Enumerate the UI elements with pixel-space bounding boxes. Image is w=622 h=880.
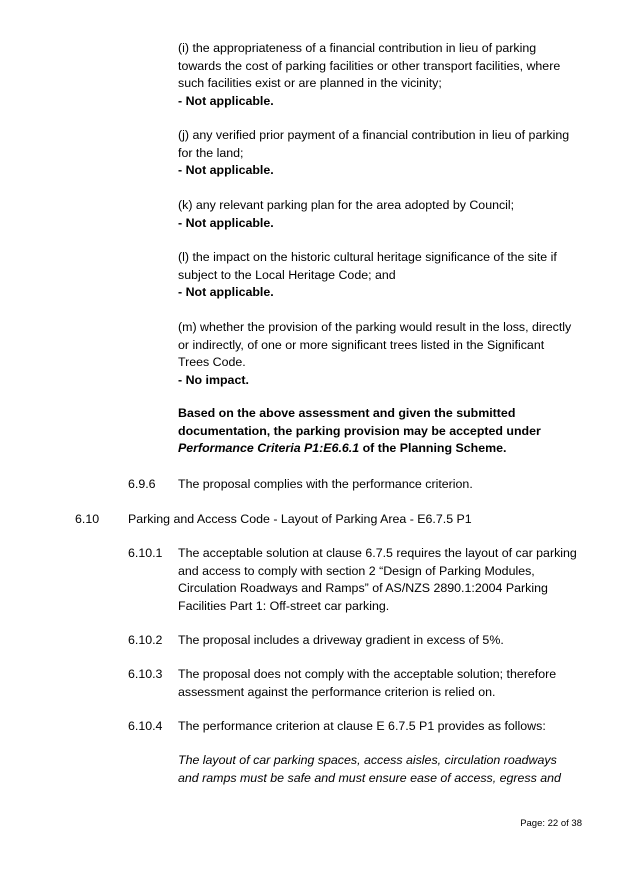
section-text-6-10-2: The proposal includes a driveway gradient in excess of 5%. — [178, 633, 504, 647]
criterion-text: (l) the impact on the historic cultural heritage significance of the site if subject to the Local Heritage Code; and — [178, 250, 557, 282]
criterion-result: - Not applicable. — [178, 93, 274, 108]
criterion-text: (i) the appropriateness of a financial contribution in lieu of parking towards the cost of parking facilities or other transport facilities, where such facilities exist or are planned in the vicinity; — [178, 41, 561, 90]
section-number-6-10: 6.10 — [75, 512, 100, 526]
section-number-6-10-2: 6.10.2 — [128, 633, 163, 647]
section-text-6-9-6: The proposal complies with the performance criterion. — [178, 477, 473, 491]
criterion-item-m — [178, 319, 578, 389]
section-number-6-10-1: 6.10.1 — [128, 546, 163, 560]
criterion-item-l — [178, 249, 578, 302]
section-text-6-10-1: The acceptable solution at clause 6.7.5 requires the layout of car parking and access to comply with section 2 “Design of Parking Modules, Circulation Roadways and Ramps” of AS/NZS 2890.1:2004 Parking Facilities Part 1: Off-street car parking. — [178, 546, 577, 613]
performance-criterion-quote: The layout of car parking spaces, access aisles, circulation roadways and ramps must be safe and must ensure ease of access, egress and — [178, 753, 561, 785]
conclusion-text-end: of the Planning Scheme. — [359, 441, 507, 455]
criterion-result: - Not applicable. — [178, 163, 274, 177]
section-number-6-9-6: 6.9.6 — [128, 477, 156, 491]
criterion-result: - Not applicable. — [178, 215, 274, 230]
section-number-6-10-4: 6.10.4 — [128, 719, 163, 733]
criterion-item-k — [178, 197, 578, 232]
section-text-6-10-3: The proposal does not comply with the acceptable solution; therefore assessment against the performance criterion is relied on. — [178, 667, 557, 699]
criterion-text: (j) any verified prior payment of a financial contribution in lieu of parking for the land; — [178, 128, 570, 160]
criterion-item-i — [178, 40, 578, 110]
criterion-text: (k) any relevant parking plan for the area adopted by Council; — [178, 198, 515, 212]
criteria-reference: Performance Criteria P1:E6.6.1 — [178, 441, 360, 455]
criterion-result: - Not applicable. — [178, 285, 274, 299]
assessment-conclusion — [178, 405, 558, 458]
criterion-item-j — [178, 127, 578, 180]
criterion-text: (m) whether the provision of the parking would result in the loss, directly or indirectly, of one or more significant trees listed in the Significant Trees Code. — [178, 320, 572, 369]
page-number: Page: 22 of 38 — [520, 818, 582, 829]
conclusion-text: Based on the above assessment and given the submitted documentation, the parking provision may be accepted under — [178, 406, 541, 438]
criterion-result: - No impact. — [178, 372, 249, 387]
section-heading-6-10: Parking and Access Code - Layout of Parking Area - E6.7.5 P1 — [128, 512, 472, 526]
section-text-6-10-4: The performance criterion at clause E 6.7.5 P1 provides as follows: — [178, 719, 546, 733]
section-number-6-10-3: 6.10.3 — [128, 667, 163, 681]
